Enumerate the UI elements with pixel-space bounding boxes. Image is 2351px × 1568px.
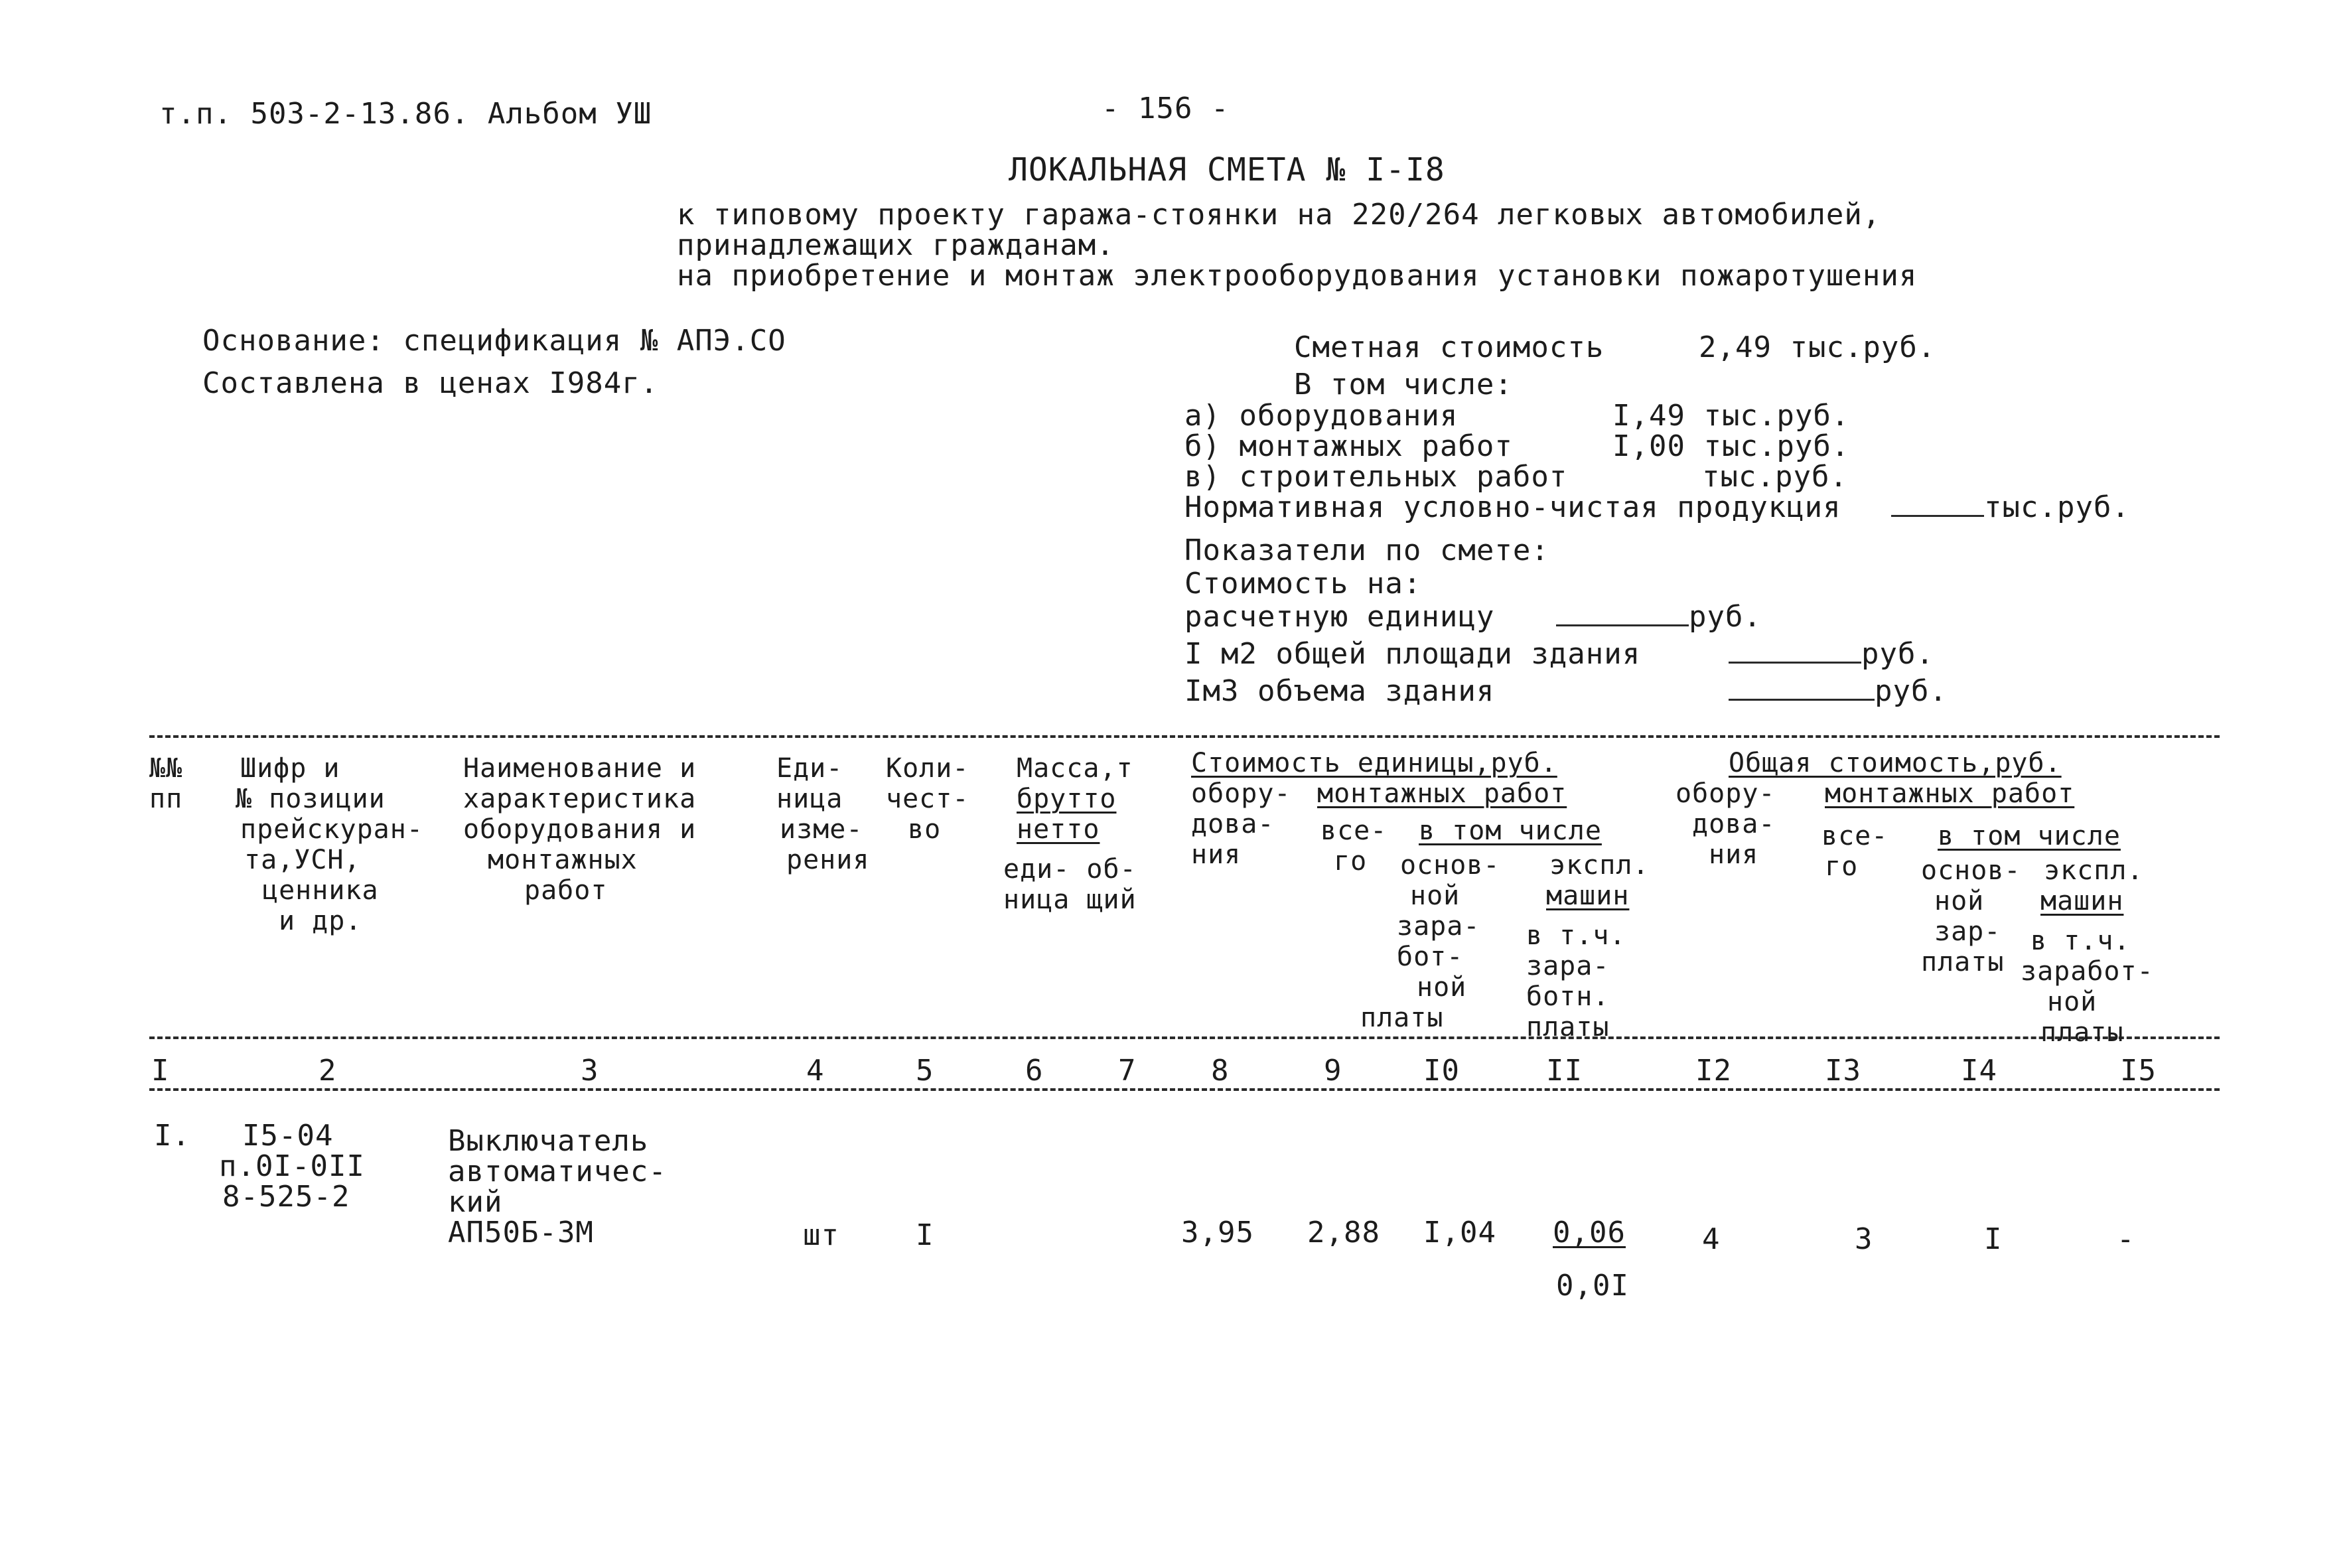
- unit-mach-sub4: платы: [1526, 1012, 1610, 1042]
- col-num-h1: №№: [149, 753, 183, 784]
- tot-all-h1: все-: [1821, 821, 1888, 851]
- col-mass-netto: нетто: [1017, 814, 1100, 845]
- col-number-11: II: [1546, 1054, 1583, 1088]
- col-name-h2: характеристика: [463, 784, 697, 814]
- indicators-label: Показатели по смете:: [1184, 534, 1549, 567]
- volume-cost-label: IмЗ объема здания: [1184, 674, 1495, 708]
- row-name-2: автоматичес-: [448, 1155, 667, 1188]
- unit-mach-h1: экспл.: [1549, 850, 1650, 881]
- col-unit-h4: рения: [786, 845, 870, 875]
- tot-incl-group-header: в том числе: [1938, 821, 2121, 851]
- col-mass-sub2: ница щий: [1003, 885, 1137, 915]
- mounting-cost-label: б) монтажных работ: [1184, 429, 1513, 463]
- col-code-h1: Шифр и: [240, 753, 340, 784]
- col-number-1: I: [151, 1054, 170, 1088]
- row-code-3: 8-525-2: [222, 1180, 350, 1214]
- tot-equip-h3: ния: [1709, 839, 1759, 870]
- tot-mach-sub4: платы: [2040, 1017, 2124, 1048]
- col-number-15: I5: [2120, 1054, 2157, 1088]
- col-qty-h2: чест-: [886, 784, 969, 814]
- col-qty-h1: Коли-: [886, 753, 969, 784]
- tot-mach-h2: машин: [2040, 886, 2124, 916]
- construction-cost-label: в) строительных работ: [1184, 460, 1568, 494]
- tot-basic-h1: основ-: [1921, 855, 2021, 886]
- unit-all-h2: го: [1334, 846, 1368, 877]
- row-unit-mach-wage: 0,0I: [1556, 1269, 1629, 1303]
- area-cost-rub: руб.: [1861, 637, 1934, 671]
- unit-cost-label: расчетную единицу: [1184, 600, 1495, 634]
- col-code-h5: ценника: [262, 875, 379, 906]
- col-number-6: 6: [1025, 1054, 1044, 1088]
- row-total-basic: I: [1984, 1222, 2003, 1256]
- col-name-h5: работ: [524, 875, 608, 906]
- tot-all-h2: го: [1825, 851, 1859, 882]
- tot-equip-h2: дова-: [1692, 809, 1776, 839]
- normative-product-label: Нормативная условно-чистая продукция: [1184, 490, 1841, 524]
- col-code-h2: № позиции: [236, 784, 386, 814]
- tot-basic-h4: платы: [1921, 947, 2005, 977]
- row-total-mont: 3: [1855, 1222, 1873, 1256]
- tot-mach-h1: экспл.: [2044, 855, 2144, 886]
- row-name-1: Выключатель: [448, 1124, 649, 1158]
- tot-mont-group-header: монтажных работ: [1825, 778, 2075, 809]
- row-unit-mach: 0,06: [1553, 1216, 1626, 1249]
- row-code-1: I5-04: [242, 1119, 334, 1153]
- tot-mach-sub2: заработ-: [2021, 956, 2154, 987]
- album-reference: т.п. 503-2-13.86. Альбом УШ: [159, 97, 652, 131]
- unit-all-h1: все-: [1320, 816, 1388, 846]
- unit-cost-blank: [1556, 600, 1762, 634]
- row-unit: шт: [803, 1218, 839, 1252]
- row-total-mach: -: [2117, 1222, 2135, 1256]
- row-unit-basic: I,04: [1423, 1216, 1496, 1249]
- unit-basic-h3: зара-: [1397, 911, 1480, 942]
- mounting-cost-value: I,00 тыс.руб.: [1612, 429, 1850, 463]
- normative-product-blank: [1891, 490, 2130, 524]
- unit-equip-h2: дова-: [1191, 809, 1275, 839]
- row-name-4: АП50Б-3М: [448, 1216, 594, 1249]
- page-number: - 156 -: [1102, 92, 1230, 125]
- normative-product-unit: тыс.руб.: [1984, 490, 2130, 524]
- tot-basic-h2: ной: [1934, 886, 1985, 916]
- tot-equip-h1: обору-: [1675, 778, 1776, 809]
- col-unit-h1: Еди-: [776, 753, 843, 784]
- col-qty-h3: во: [908, 814, 942, 845]
- unit-mach-h2: машин: [1546, 881, 1630, 911]
- col-number-5: 5: [916, 1054, 934, 1088]
- total-cost-value: 2,49 тыс.руб.: [1699, 330, 1936, 364]
- col-unit-h2: ница: [776, 784, 843, 814]
- col-number-2: 2: [319, 1054, 337, 1088]
- col-number-14: I4: [1961, 1054, 1997, 1088]
- col-number-10: I0: [1423, 1054, 1460, 1088]
- row-number: I.: [154, 1119, 190, 1153]
- unit-equip-h1: обору-: [1191, 778, 1291, 809]
- unit-mont-group-header: монтажных работ: [1317, 778, 1567, 809]
- col-number-3: 3: [581, 1054, 599, 1088]
- construction-cost-value: тыс.руб.: [1702, 460, 1848, 494]
- equipment-cost-value: I,49 тыс.руб.: [1612, 399, 1850, 433]
- title-line-1: к типовому проекту гаража-стоянки на 220/264 легковых автомобилей,: [677, 198, 1881, 232]
- col-code-h4: та,УСН,: [244, 845, 361, 875]
- estimate-title: ЛОКАЛЬНАЯ СМЕТА № I-I8: [1009, 151, 1445, 188]
- col-unit-h3: изме-: [780, 814, 863, 845]
- title-line-3: на приобретение и монтаж электрооборудования установки пожаротушения: [677, 259, 1918, 293]
- total-cost-group-header: Общая стоимость,руб.: [1729, 748, 2062, 778]
- row-name-3: кий: [448, 1185, 503, 1219]
- col-number-12: I2: [1695, 1054, 1732, 1088]
- basis-prices: Составлена в ценах I984г.: [202, 366, 659, 400]
- tot-mach-sub1: в т.ч.: [2030, 926, 2131, 956]
- row-unit-mont-total: 2,88: [1307, 1216, 1380, 1249]
- table-header-rule: [149, 1036, 2220, 1039]
- equipment-cost-label: а) оборудования: [1184, 399, 1459, 433]
- col-number-8: 8: [1211, 1054, 1230, 1088]
- including-label: В том числе:: [1294, 368, 1513, 401]
- unit-cost-group-header: Стоимость единицы,руб.: [1191, 748, 1557, 778]
- unit-basic-h4: бот-: [1397, 942, 1464, 972]
- volume-cost-blank: [1729, 674, 1948, 708]
- unit-mach-sub2: зара-: [1526, 951, 1610, 981]
- row-qty: I: [916, 1218, 934, 1252]
- unit-mach-sub1: в т.ч.: [1526, 920, 1626, 951]
- basis-spec: Основание: спецификация № АПЭ.СО: [202, 324, 786, 358]
- col-mass-h1: Масса,т: [1017, 753, 1133, 784]
- title-line-2: принадлежащих гражданам.: [677, 228, 1115, 262]
- col-name-h4: монтажных: [488, 845, 638, 875]
- col-name-h3: оборудования и: [463, 814, 697, 845]
- row-unit-equip: 3,95: [1181, 1216, 1254, 1249]
- area-cost-label: I м2 общей площади здания: [1184, 637, 1641, 671]
- unit-mach-sub3: ботн.: [1526, 981, 1610, 1012]
- col-code-h3: прейскуран-: [240, 814, 423, 845]
- unit-basic-h1: основ-: [1400, 850, 1500, 881]
- table-top-rule: [149, 735, 2220, 738]
- col-name-h1: Наименование и: [463, 753, 697, 784]
- total-cost-label: Сметная стоимость: [1294, 330, 1604, 364]
- tot-mach-sub3: ной: [2047, 987, 2098, 1017]
- col-num-h2: пп: [149, 784, 183, 814]
- col-number-9: 9: [1324, 1054, 1342, 1088]
- table-numbers-rule: [149, 1088, 2220, 1091]
- row-code-2: п.0I-0II: [219, 1149, 365, 1183]
- col-code-h6: и др.: [279, 906, 362, 936]
- unit-incl-group-header: в том числе: [1419, 816, 1602, 846]
- col-number-13: I3: [1825, 1054, 1861, 1088]
- unit-cost-rub: руб.: [1689, 600, 1762, 634]
- col-mass-sub1: еди- об-: [1003, 854, 1137, 885]
- row-total-equip: 4: [1702, 1222, 1721, 1256]
- area-cost-blank: [1729, 637, 1934, 671]
- col-number-4: 4: [806, 1054, 825, 1088]
- cost-on-label: Стоимость на:: [1184, 567, 1422, 601]
- volume-cost-rub: руб.: [1875, 674, 1948, 708]
- unit-basic-h5: ной: [1417, 972, 1467, 1003]
- unit-equip-h3: ния: [1191, 839, 1242, 870]
- unit-basic-h6: платы: [1360, 1003, 1444, 1033]
- unit-basic-h2: ной: [1410, 881, 1460, 911]
- col-mass-brutto: брутто: [1017, 784, 1117, 814]
- col-number-7: 7: [1118, 1054, 1137, 1088]
- tot-basic-h3: зар-: [1934, 916, 2001, 947]
